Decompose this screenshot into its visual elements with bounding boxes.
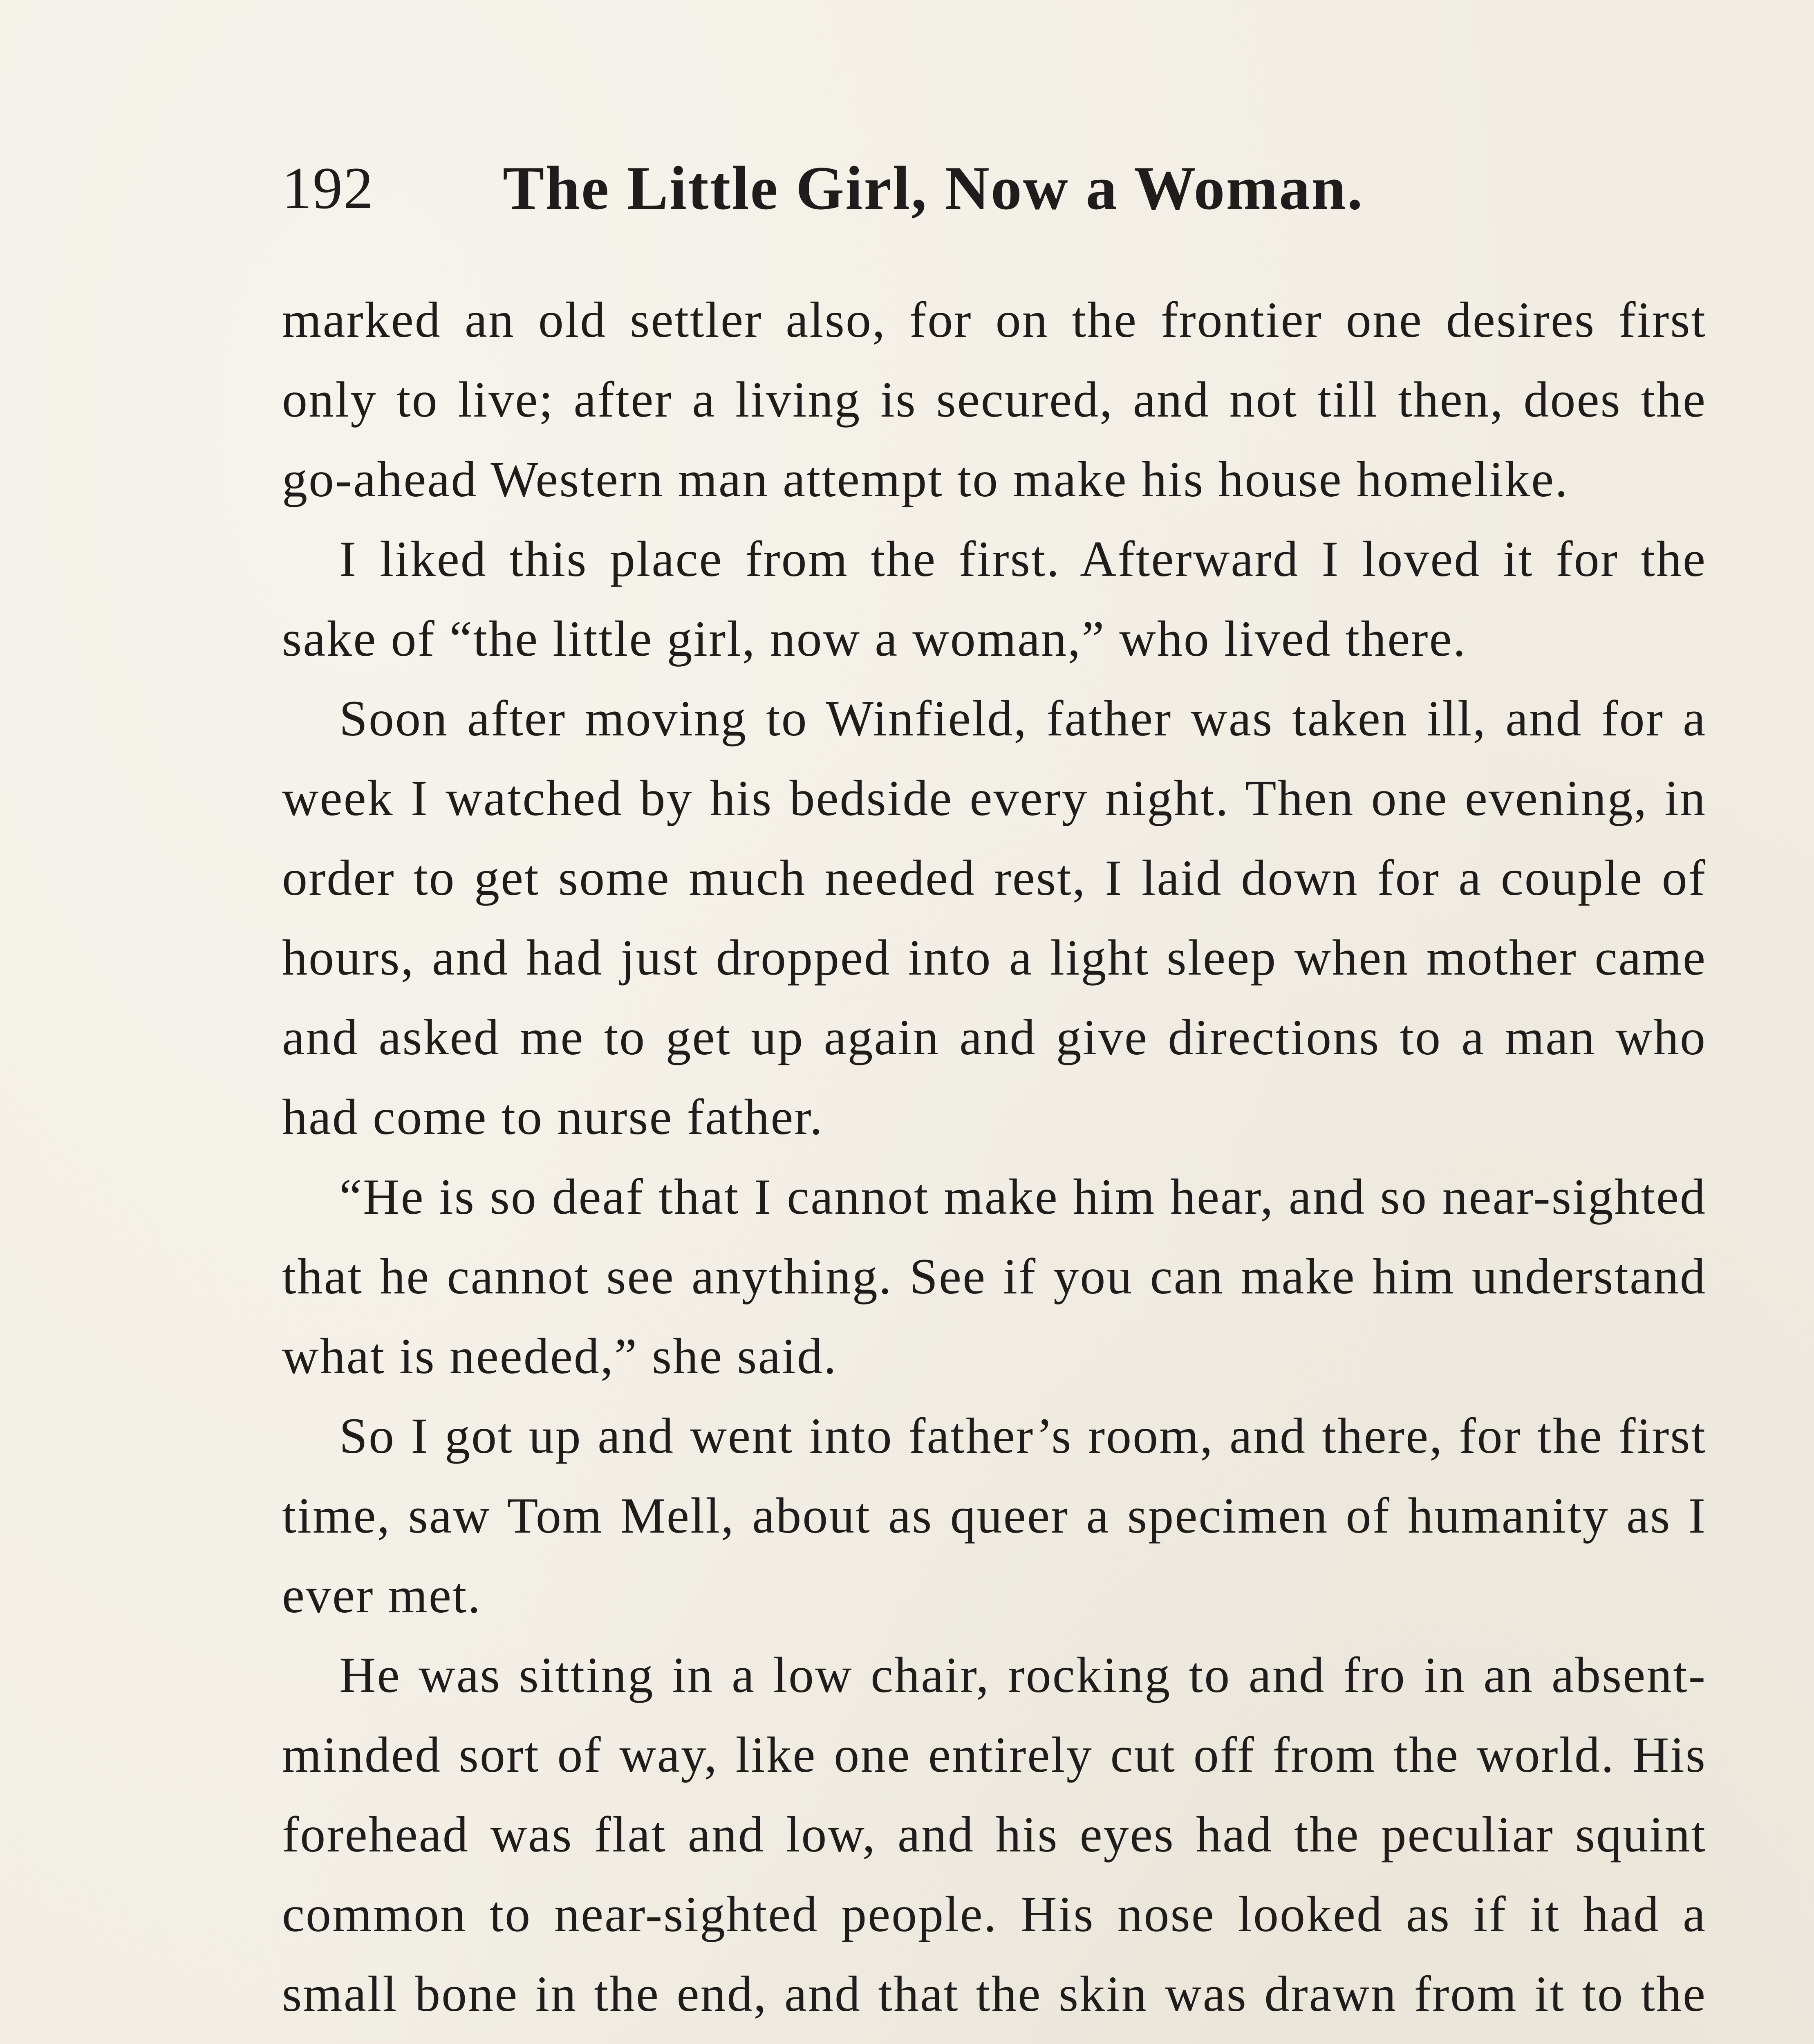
paragraph-6: He was sitting in a low chair, rocking to and fro in an absent-minded sort of way, like one entirely cut off from the world. His forehead was flat and low, and his eyes had the peculiar squint common to near-sighted people. His nose looked as if it had a small bone in the end, and that the skin was drawn from it to the: [282, 1647, 1707, 2022]
running-head: [282, 141, 1717, 235]
page-number: 192: [282, 155, 374, 221]
running-title: The Little Girl, Now a Woman.: [503, 154, 1364, 222]
body-text: [282, 280, 1707, 2044]
paragraph-5: So I got up and went into father’s room, and there, for the first time, saw Tom Mell, about as queer a specimen of humanity as I ever met.: [282, 1408, 1707, 1623]
paragraph-1: marked an old settler also, for on the frontier one desires first only to live; after a living is secured, and not till then, does the go-ahead Western man attempt to make his house homelike.: [282, 292, 1707, 507]
paragraph-2: I liked this place from the first. Afterward I loved it for the sake of “the little girl, now a woman,” who lived there.: [282, 531, 1707, 667]
paragraph-4: “He is so deaf that I cannot make him hear, and so near-sighted that he cannot see anything. See if you can make him understand what is needed,” she said.: [282, 1169, 1707, 1384]
paragraph-3: Soon after moving to Winfield, father was taken ill, and for a week I watched by his bedside every night. Then one evening, in order to get some much needed rest, I laid down for a couple of hours, and had just dropped into a light sleep when mother came and asked me to get up again and give directions to a man who had come to nurse father.: [282, 690, 1707, 1145]
